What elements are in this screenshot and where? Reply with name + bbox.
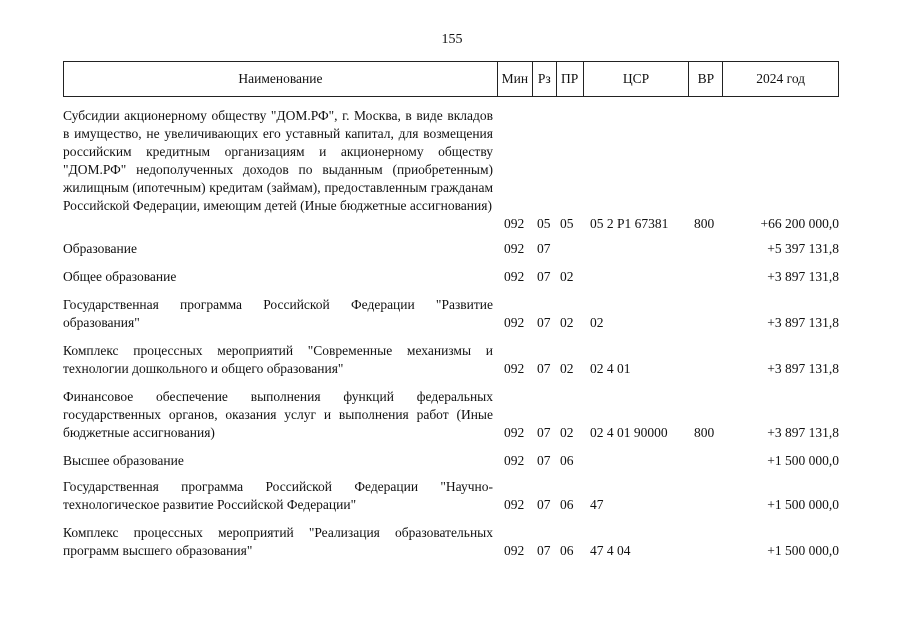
row-csr: 02: [590, 315, 604, 330]
row-rz: 07: [537, 269, 551, 284]
row-rz: 07: [537, 425, 551, 440]
row-rz: 07: [537, 241, 551, 256]
row-value: +5 397 131,8: [767, 241, 839, 256]
row-pr: 02: [560, 361, 574, 376]
row-csr: 02 4 01: [590, 361, 631, 376]
row-pr: 06: [560, 543, 574, 558]
row-vr: 800: [694, 425, 715, 440]
row-csr: 05 2 P1 67381: [590, 216, 669, 231]
table-row: [63, 107, 839, 233]
header-year: 2024 год: [722, 62, 838, 96]
row-value: +1 500 000,0: [767, 453, 839, 468]
row-value: +1 500 000,0: [767, 543, 839, 558]
table-header: [63, 61, 839, 97]
row-pr: 06: [560, 453, 574, 468]
table-row: [63, 268, 839, 286]
row-name: Комплекс процессных мероприятий "Современные механизмы и технологии дошкольного и общего образования": [63, 343, 493, 376]
row-csr: 02 4 01 90000: [590, 425, 668, 440]
row-value: +3 897 131,8: [767, 361, 839, 376]
row-value: +3 897 131,8: [767, 315, 839, 330]
row-name: Государственная программа Российской Федерации "Научно-технологическое развитие Российской Федерации": [63, 479, 493, 512]
row-pr: 02: [560, 425, 574, 440]
header-name: Наименование: [238, 71, 323, 86]
row-value: +66 200 000,0: [760, 216, 839, 231]
row-rz: 07: [537, 315, 551, 330]
row-value: +1 500 000,0: [767, 497, 839, 512]
table-row: [63, 524, 839, 560]
row-csr: 47: [590, 497, 604, 512]
table-row: [63, 478, 839, 514]
row-name: Общее образование: [63, 269, 177, 284]
row-csr: 47 4 04: [590, 543, 631, 558]
row-pr: 05: [560, 216, 574, 231]
row-pr: 06: [560, 497, 574, 512]
row-min: 092: [504, 315, 525, 330]
row-min: 092: [504, 425, 525, 440]
row-min: 092: [504, 269, 525, 284]
header-csr: ЦСР: [583, 62, 689, 96]
header-pr: ПР: [556, 62, 583, 96]
header-rz: Рз: [532, 62, 556, 96]
row-name: Государственная программа Российской Федерации "Развитие образования": [63, 297, 493, 330]
row-min: 092: [504, 497, 525, 512]
table-row: [63, 342, 839, 378]
row-rz: 07: [537, 361, 551, 376]
row-rz: 07: [537, 453, 551, 468]
row-min: 092: [504, 543, 525, 558]
header-vr: ВР: [688, 62, 722, 96]
row-min: 092: [504, 361, 525, 376]
row-pr: 02: [560, 315, 574, 330]
row-rz: 07: [537, 497, 551, 512]
row-name: Субсидии акционерному обществу "ДОМ.РФ", г. Москва, в виде вкладов в имущество, не увеличивающих его уставный капитал, для возмещения российским кредитным организациям и акционерному обществу "ДОМ.РФ" недополученных доходов по выданным (приобретенным) жилищным (ипотечным) кредитам (займам), предоставленным гражданам Российской Федерации, имеющим детей (Иные бюджетные ассигнования): [63, 108, 493, 213]
row-name: Финансовое обеспечение выполнения функций федеральных государственных органов, оказания услуг и выполнения работ (Иные бюджетные ассигнования): [63, 389, 493, 440]
table-row: [63, 296, 839, 332]
header-min: Мин: [497, 62, 532, 96]
page-number: 155: [441, 32, 463, 47]
row-value: +3 897 131,8: [767, 425, 839, 440]
row-pr: 02: [560, 269, 574, 284]
table-row: [63, 240, 839, 258]
row-rz: 05: [537, 216, 551, 231]
row-min: 092: [504, 453, 525, 468]
row-name: Образование: [63, 241, 137, 256]
row-min: 092: [504, 216, 525, 231]
row-vr: 800: [694, 216, 715, 231]
row-rz: 07: [537, 543, 551, 558]
row-value: +3 897 131,8: [767, 269, 839, 284]
table-row: [63, 388, 839, 442]
table-row: [63, 452, 839, 470]
row-name: Комплекс процессных мероприятий "Реализация образовательных программ высшего образования": [63, 525, 493, 558]
row-name: Высшее образование: [63, 453, 184, 468]
row-min: 092: [504, 241, 525, 256]
